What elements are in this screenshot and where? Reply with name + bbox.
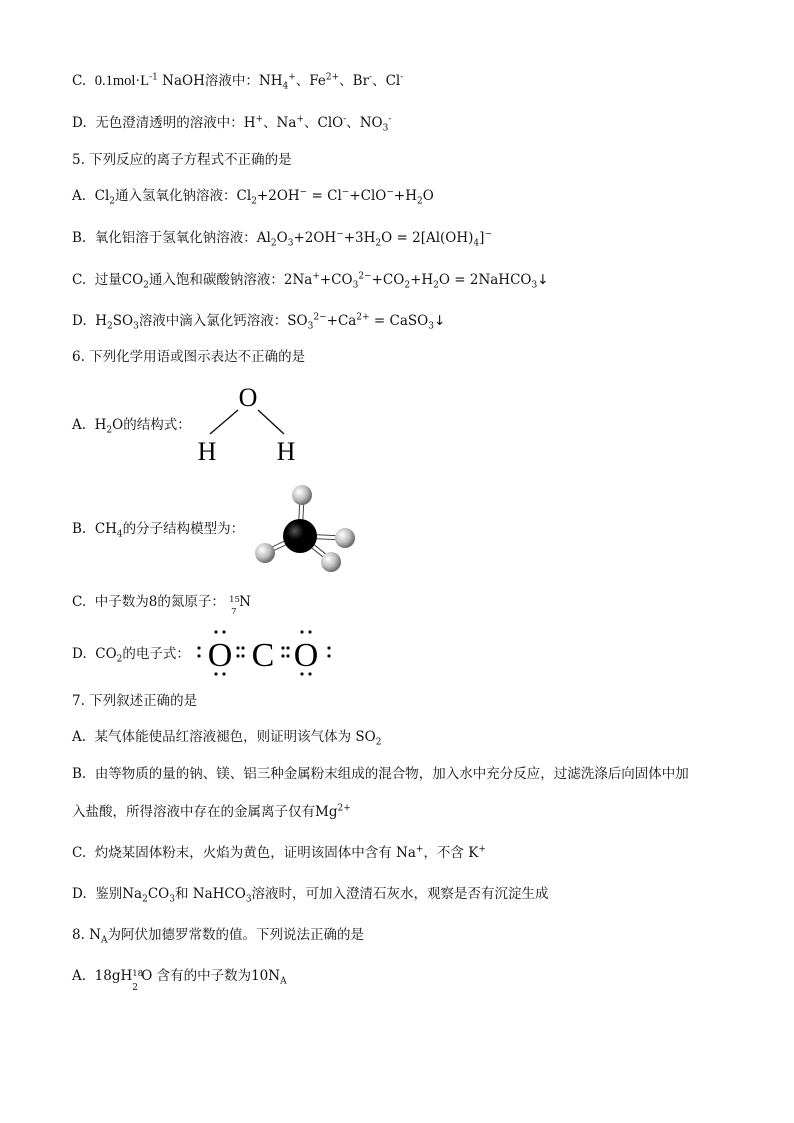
option-6b: B. $CH_4$的分子结构模型为： [72, 521, 245, 540]
option-7d: D. 鉴别$Na_2CO_3$和 NaHCO$_3$溶液时，可加入澄清石灰水，观察是否有沉淀生成 [72, 886, 549, 905]
ch4-ball-stick-model [250, 480, 365, 580]
hydrogen-ball [292, 485, 312, 505]
hydrogen-ball [321, 552, 341, 572]
option-7b-line2: 入盐酸，所得溶液中存在的金属离子仅有$Mg^{2+}$ [72, 803, 351, 820]
option-7c: C. 灼烧某固体粉末，火焰为黄色，证明该固体中含有 Na+，不含 K+ [72, 844, 486, 861]
down-arrow-icon: ↓ [433, 313, 446, 329]
option-4d: D. 无色澄清透明的溶液中：H+、Na+、ClO-、$NO_3^-$ [72, 114, 392, 134]
option-6a: A. $H_2O$的结构式： [72, 417, 191, 436]
question-7: 7. 下列叙述正确的是 [72, 693, 198, 709]
atom-h1: H [197, 437, 217, 465]
question-6: 6. 下列化学用语或图示表达不正确的是 [72, 349, 306, 365]
bond-left [210, 410, 238, 434]
down-arrow-icon: ↓ [537, 272, 549, 288]
atom-o: O [238, 383, 258, 412]
option-5d: D. $H_2SO_3$溶液中滴入氯化钙溶液：$SO_3^{2-}+Ca^{2+}$ = CaSO$_3$↓ [72, 312, 446, 332]
co2-atom-o2: O [293, 637, 319, 674]
question-8: 8. $N_A$为阿伏加德罗常数的值。下列说法正确的是 [72, 927, 364, 946]
option-5a: A. $Cl_2$通入氢氧化钠溶液：$Cl_2+2OH^- = Cl^-+ClO^-+H_2O$ [72, 187, 434, 207]
co2-atom-o1: O [207, 637, 233, 674]
hydrogen-ball [335, 528, 355, 548]
question-5: 5. 下列反应的离子方程式不正确的是 [72, 152, 292, 168]
carbon-ball [283, 519, 317, 553]
option-4c: C. $0.1mol\cdot L^{-1}$ NaOH溶液中：$NH_4^+$、$Fe^{2+}$、Br-、Cl- [72, 72, 404, 92]
option-6c: C. 中子数为8的氮原子： 15 7 N [72, 594, 251, 617]
option-5b: B. 氧化铝溶于氢氧化钠溶液：$Al_2O_3+2OH^-+3H_2O = 2[Al(OH)_4]^-$ [72, 229, 492, 249]
option-7b-line1: B. 由等物质的量的钠、镁、铝三种金属粉末组成的混合物，加入水中充分反应，过滤洗涤后向固体中加 [72, 766, 689, 782]
option-7a: A. 某气体能使品红溶液褪色，则证明该气体为 $SO_2$ [72, 729, 382, 748]
option-5c: C. 过量$CO_2$通入饱和碳酸钠溶液：$2Na^++CO_3^{2-}+CO_2+H_2O$ = 2NaHCO$_3$↓ [72, 271, 549, 291]
hydrogen-ball [255, 543, 275, 563]
bond-right [258, 410, 284, 434]
co2-atom-c: C [251, 637, 275, 674]
nuclide-notation: 15 7 [229, 595, 240, 617]
option-6d: D. $CO_2$的电子式： [72, 646, 190, 665]
option-8a: A. 18gH 2 18 O 含有的中子数为$10N_A$ [72, 968, 287, 993]
atom-h2: H [276, 437, 296, 465]
co2-electron-dot-formula [195, 624, 345, 680]
water-structural-formula [190, 380, 310, 465]
